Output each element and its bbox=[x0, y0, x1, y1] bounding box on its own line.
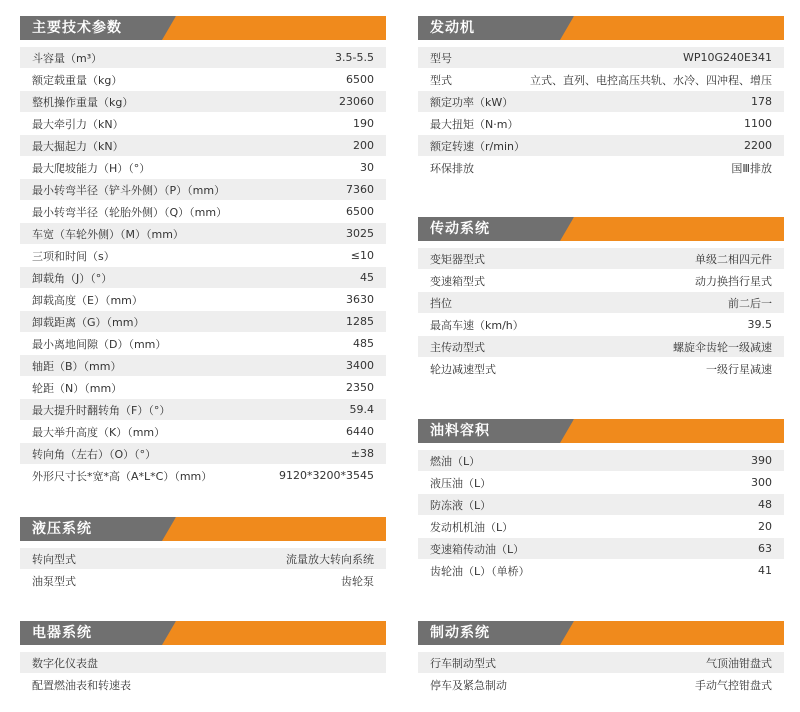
header-accent-bar bbox=[158, 621, 386, 645]
spec-label: 变速箱传动油（L） bbox=[430, 542, 525, 556]
spec-value: 前二后一 bbox=[728, 296, 772, 310]
section-title: 油料容积 bbox=[430, 423, 490, 439]
spec-value: 39.5 bbox=[747, 318, 772, 331]
spec-value: 3400 bbox=[346, 359, 374, 372]
spec-value: 7360 bbox=[346, 183, 374, 196]
spec-row bbox=[20, 113, 386, 134]
spec-label: 型号 bbox=[430, 51, 452, 65]
spec-value: 手动气控钳盘式 bbox=[695, 678, 772, 692]
spec-value: 齿轮泵 bbox=[341, 574, 374, 588]
spec-value: 气顶油钳盘式 bbox=[706, 656, 772, 670]
section-header bbox=[418, 16, 784, 40]
spec-rows bbox=[20, 548, 386, 591]
spec-label: 额定功率（kW） bbox=[430, 95, 514, 109]
spec-label: 轮距（N）（mm） bbox=[32, 381, 123, 395]
spec-row bbox=[418, 157, 784, 178]
spec-rows bbox=[418, 47, 784, 178]
spec-rows bbox=[418, 248, 784, 379]
section-header bbox=[418, 217, 784, 241]
spec-rows bbox=[20, 47, 386, 486]
spec-label: 最大提升时翻转角（F）（°） bbox=[32, 403, 171, 417]
spec-row bbox=[418, 135, 784, 156]
spec-value: 3025 bbox=[346, 227, 374, 240]
section-brakes bbox=[418, 621, 784, 696]
spec-row bbox=[418, 47, 784, 68]
spec-row bbox=[20, 201, 386, 222]
spec-value: 6440 bbox=[346, 425, 374, 438]
spec-value: 立式、直列、电控高压共轨、水冷、四冲程、增压 bbox=[530, 73, 772, 87]
spec-label: 变速箱型式 bbox=[430, 274, 485, 288]
spec-value: WP10G240E341 bbox=[683, 51, 772, 64]
spec-value: 20 bbox=[758, 520, 772, 533]
spec-row bbox=[418, 292, 784, 313]
section-electrical bbox=[20, 621, 386, 696]
spec-label: 车宽（车轮外侧）（M）（mm） bbox=[32, 227, 184, 241]
spec-value: 6500 bbox=[346, 73, 374, 86]
section-title: 发动机 bbox=[430, 20, 475, 36]
spec-value: 1285 bbox=[346, 315, 374, 328]
spec-row bbox=[20, 570, 386, 591]
spec-label: 最高车速（km/h） bbox=[430, 318, 524, 332]
spec-label: 斗容量（m³） bbox=[32, 51, 103, 65]
spec-row bbox=[20, 548, 386, 569]
section-header bbox=[20, 16, 386, 40]
spec-rows bbox=[418, 450, 784, 581]
spec-value: ≤10 bbox=[350, 249, 374, 262]
spec-label: 发动机机油（L） bbox=[430, 520, 514, 534]
spec-value: 485 bbox=[353, 337, 374, 350]
spec-label: 最小离地间隙（D）（mm） bbox=[32, 337, 167, 351]
section-header bbox=[20, 621, 386, 645]
spec-label: 行车制动型式 bbox=[430, 656, 496, 670]
spec-label: 型式 bbox=[430, 73, 452, 87]
spec-value: 59.4 bbox=[349, 403, 374, 416]
spec-row bbox=[418, 560, 784, 581]
spec-row bbox=[418, 674, 784, 695]
spec-row bbox=[20, 355, 386, 376]
header-accent-bar bbox=[556, 419, 784, 443]
spec-row bbox=[20, 179, 386, 200]
spec-row bbox=[20, 69, 386, 90]
spec-label: 油泵型式 bbox=[32, 574, 76, 588]
spec-label: 数字化仪表盘 bbox=[32, 656, 98, 670]
section-title: 电器系统 bbox=[32, 625, 92, 641]
spec-value: 390 bbox=[751, 454, 772, 467]
spec-value: 45 bbox=[360, 271, 374, 284]
section-title: 传动系统 bbox=[430, 221, 490, 237]
spec-value: 190 bbox=[353, 117, 374, 130]
spec-row bbox=[20, 399, 386, 420]
spec-row bbox=[418, 91, 784, 112]
header-accent-bar bbox=[158, 517, 386, 541]
spec-label: 主传动型式 bbox=[430, 340, 485, 354]
spec-label: 变矩器型式 bbox=[430, 252, 485, 266]
spec-label: 防冻液（L） bbox=[430, 498, 492, 512]
spec-label: 卸载高度（E）（mm） bbox=[32, 293, 143, 307]
section-engine bbox=[418, 16, 784, 179]
spec-value: 300 bbox=[751, 476, 772, 489]
spec-row bbox=[418, 494, 784, 515]
spec-label: 轴距（B）（mm） bbox=[32, 359, 122, 373]
spec-value: 国Ⅲ排放 bbox=[731, 161, 772, 175]
spec-label: 液压油（L） bbox=[430, 476, 492, 490]
spec-label: 挡位 bbox=[430, 296, 452, 310]
spec-value: 2350 bbox=[346, 381, 374, 394]
section-title: 制动系统 bbox=[430, 625, 490, 641]
spec-row bbox=[20, 465, 386, 486]
spec-row bbox=[20, 652, 386, 673]
spec-label: 最小转弯半径（轮胎外侧）（Q）（mm） bbox=[32, 205, 228, 219]
header-accent-bar bbox=[158, 16, 386, 40]
spec-label: 转向型式 bbox=[32, 552, 76, 566]
section-title: 液压系统 bbox=[32, 521, 92, 537]
spec-label: 转向角（左右）（O）（°） bbox=[32, 447, 157, 461]
spec-label: 三项和时间（s） bbox=[32, 249, 115, 263]
spec-row bbox=[20, 223, 386, 244]
spec-row bbox=[20, 311, 386, 332]
header-accent-bar bbox=[556, 16, 784, 40]
spec-value: 200 bbox=[353, 139, 374, 152]
spec-value: 30 bbox=[360, 161, 374, 174]
section-transmission bbox=[418, 217, 784, 380]
spec-row bbox=[20, 245, 386, 266]
spec-value: 9120*3200*3545 bbox=[279, 469, 374, 482]
spec-row bbox=[20, 333, 386, 354]
spec-value: 178 bbox=[751, 95, 772, 108]
header-accent-bar bbox=[556, 621, 784, 645]
spec-row bbox=[418, 358, 784, 379]
spec-label: 配置燃油表和转速表 bbox=[32, 678, 131, 692]
spec-row bbox=[418, 69, 784, 90]
spec-row bbox=[418, 472, 784, 493]
spec-row bbox=[20, 674, 386, 695]
spec-row bbox=[418, 652, 784, 673]
spec-row bbox=[418, 270, 784, 291]
spec-value: 48 bbox=[758, 498, 772, 511]
spec-row bbox=[20, 267, 386, 288]
spec-label: 最大举升高度（K）（mm） bbox=[32, 425, 166, 439]
spec-row bbox=[20, 91, 386, 112]
spec-label: 外形尺寸长*宽*高（A*L*C）（mm） bbox=[32, 469, 213, 483]
spec-value: 一级行星减速 bbox=[706, 362, 772, 376]
spec-value: 41 bbox=[758, 564, 772, 577]
spec-label: 最小转弯半径（铲斗外侧）（P）（mm） bbox=[32, 183, 226, 197]
spec-row bbox=[418, 314, 784, 335]
spec-value: 3630 bbox=[346, 293, 374, 306]
section-hydraulic bbox=[20, 517, 386, 592]
spec-label: 卸载角（J）（°） bbox=[32, 271, 113, 285]
spec-label: 最大爬坡能力（H）（°） bbox=[32, 161, 151, 175]
spec-value: 流量放大转向系统 bbox=[286, 552, 374, 566]
spec-label: 最大掘起力（kN） bbox=[32, 139, 124, 153]
spec-row bbox=[20, 47, 386, 68]
spec-label: 整机操作重量（kg） bbox=[32, 95, 134, 109]
section-title: 主要技术参数 bbox=[32, 20, 122, 36]
spec-label: 轮边减速型式 bbox=[430, 362, 496, 376]
spec-value: 单级二相四元件 bbox=[695, 252, 772, 266]
spec-value: 63 bbox=[758, 542, 772, 555]
spec-row bbox=[418, 538, 784, 559]
spec-row bbox=[20, 289, 386, 310]
spec-row bbox=[20, 157, 386, 178]
spec-label: 齿轮油（L）（单桥） bbox=[430, 564, 530, 578]
spec-label: 额定转速（r/min） bbox=[430, 139, 525, 153]
spec-row bbox=[20, 135, 386, 156]
spec-row bbox=[418, 516, 784, 537]
spec-label: 最大扭矩（N·m） bbox=[430, 117, 519, 131]
spec-value: 6500 bbox=[346, 205, 374, 218]
section-fluids bbox=[418, 419, 784, 582]
header-accent-bar bbox=[556, 217, 784, 241]
spec-row bbox=[20, 421, 386, 442]
spec-value: 2200 bbox=[744, 139, 772, 152]
section-header bbox=[418, 621, 784, 645]
spec-label: 额定载重量（kg） bbox=[32, 73, 123, 87]
section-header bbox=[418, 419, 784, 443]
section-main-params bbox=[20, 16, 386, 487]
spec-row bbox=[20, 377, 386, 398]
spec-row bbox=[418, 248, 784, 269]
spec-label: 最大牵引力（kN） bbox=[32, 117, 124, 131]
spec-row bbox=[418, 450, 784, 471]
spec-label: 燃油（L） bbox=[430, 454, 481, 468]
spec-row bbox=[418, 113, 784, 134]
section-header bbox=[20, 517, 386, 541]
spec-row bbox=[418, 336, 784, 357]
spec-value: 动力换挡行星式 bbox=[695, 274, 772, 288]
spec-value: 23060 bbox=[339, 95, 374, 108]
spec-rows bbox=[20, 652, 386, 695]
spec-value: 螺旋伞齿轮一级减速 bbox=[673, 340, 772, 354]
spec-label: 停车及紧急制动 bbox=[430, 678, 507, 692]
spec-row bbox=[20, 443, 386, 464]
spec-label: 卸载距离（G）（mm） bbox=[32, 315, 145, 329]
spec-label: 环保排放 bbox=[430, 161, 474, 175]
spec-value: ±38 bbox=[350, 447, 374, 460]
spec-rows bbox=[418, 652, 784, 695]
spec-value: 3.5-5.5 bbox=[335, 51, 374, 64]
spec-value: 1100 bbox=[744, 117, 772, 130]
